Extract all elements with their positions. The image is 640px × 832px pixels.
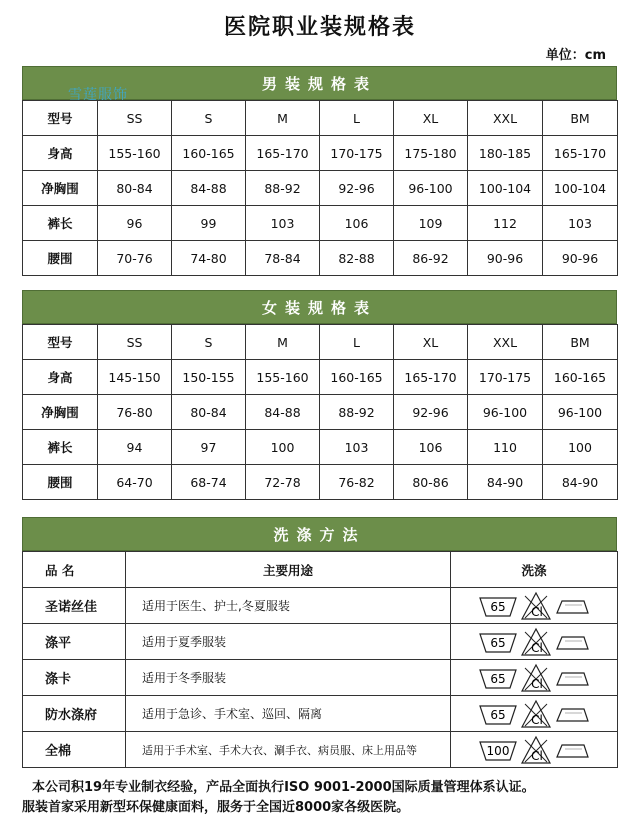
men-spec-row bbox=[23, 171, 618, 206]
chlorine-label: Cl bbox=[531, 640, 543, 655]
iron-icon bbox=[554, 595, 590, 617]
women-spec-row bbox=[23, 465, 618, 500]
men-spec-cell: 74-80 bbox=[172, 241, 246, 276]
women-spec-cell: 94 bbox=[98, 430, 172, 465]
women-spec-cell: 160-165 bbox=[543, 360, 618, 395]
women-spec-cell: 96-100 bbox=[543, 395, 618, 430]
chlorine-triangle-icon bbox=[520, 699, 552, 729]
women-spec-row bbox=[23, 325, 618, 360]
page-title: 医院职业装规格表 bbox=[223, 15, 416, 40]
wash-row bbox=[23, 732, 618, 768]
chlorine-triangle-icon bbox=[520, 627, 552, 657]
men-spec-row bbox=[23, 136, 618, 171]
women-spec-cell: 110 bbox=[468, 430, 543, 465]
wash-row-symbols bbox=[451, 588, 618, 624]
wash-tub-icon bbox=[478, 702, 518, 726]
men-spec-cell: 92-96 bbox=[320, 171, 394, 206]
iron-icon bbox=[554, 631, 590, 653]
wash-row-use: 适用于医生、护士,冬夏服装 bbox=[126, 588, 451, 624]
men-spec-table bbox=[22, 100, 618, 276]
men-spec-cell: SS bbox=[98, 101, 172, 136]
wash-row-symbols bbox=[451, 696, 618, 732]
wash-row bbox=[23, 624, 618, 660]
women-spec-table bbox=[22, 324, 618, 500]
women-spec-cell: 88-92 bbox=[320, 395, 394, 430]
wash-row-symbols bbox=[451, 660, 618, 696]
men-spec-cell: 78-84 bbox=[246, 241, 320, 276]
women-spec-cell: 84-90 bbox=[543, 465, 618, 500]
wash-header-row bbox=[23, 552, 618, 588]
wash-temp-label: 65 bbox=[490, 671, 506, 686]
women-spec-band: 女装规格表 bbox=[22, 290, 617, 324]
men-spec-cell: 82-88 bbox=[320, 241, 394, 276]
iron-icon bbox=[554, 703, 590, 725]
women-spec-cell: XL bbox=[394, 325, 468, 360]
wash-row-use: 适用于夏季服装 bbox=[126, 624, 451, 660]
women-spec-cell: L bbox=[320, 325, 394, 360]
women-spec-cell: 80-84 bbox=[172, 395, 246, 430]
men-spec-cell: 100-104 bbox=[543, 171, 618, 206]
men-spec-row-label: 腰围 bbox=[23, 241, 98, 276]
men-spec-row-label: 身高 bbox=[23, 136, 98, 171]
footer-line-1: 本公司积19年专业制衣经验，产品全面执行ISO 9001-2000国际质量管理体系认证。 bbox=[32, 780, 535, 795]
wash-row-name: 全棉 bbox=[23, 732, 126, 768]
women-spec-cell: XXL bbox=[468, 325, 543, 360]
chlorine-label: Cl bbox=[531, 748, 543, 763]
men-spec-cell: 109 bbox=[394, 206, 468, 241]
wash-row-use: 适用于冬季服装 bbox=[126, 660, 451, 696]
men-spec-cell: 88-92 bbox=[246, 171, 320, 206]
women-spec-cell: BM bbox=[543, 325, 618, 360]
wash-header-wash: 洗涤 bbox=[451, 552, 618, 588]
men-spec-cell: 96-100 bbox=[394, 171, 468, 206]
wash-header-name: 品 名 bbox=[23, 552, 126, 588]
women-spec-cell: 72-78 bbox=[246, 465, 320, 500]
women-spec-cell: 100 bbox=[543, 430, 618, 465]
wash-row bbox=[23, 696, 618, 732]
men-spec-cell: 165-170 bbox=[246, 136, 320, 171]
women-spec-cell: 92-96 bbox=[394, 395, 468, 430]
wash-row-name: 涤卡 bbox=[23, 660, 126, 696]
men-spec-cell: 112 bbox=[468, 206, 543, 241]
wash-row-name: 圣诺丝佳 bbox=[23, 588, 126, 624]
women-spec-row-label: 型号 bbox=[23, 325, 98, 360]
chlorine-label: Cl bbox=[531, 604, 543, 619]
women-spec-cell: 64-70 bbox=[98, 465, 172, 500]
women-spec-row-label: 裤长 bbox=[23, 430, 98, 465]
women-spec-cell: 106 bbox=[394, 430, 468, 465]
wash-temp-label: 100 bbox=[486, 743, 510, 758]
men-spec-band: 男装规格表 bbox=[22, 66, 617, 100]
wash-row bbox=[23, 660, 618, 696]
men-spec-cell: 160-165 bbox=[172, 136, 246, 171]
men-spec-row-label: 型号 bbox=[23, 101, 98, 136]
men-spec-cell: M bbox=[246, 101, 320, 136]
women-spec-cell: S bbox=[172, 325, 246, 360]
men-spec-row-label: 裤长 bbox=[23, 206, 98, 241]
men-spec-cell: 86-92 bbox=[394, 241, 468, 276]
men-spec-cell: L bbox=[320, 101, 394, 136]
iron-icon bbox=[554, 739, 590, 761]
men-spec-cell: 90-96 bbox=[543, 241, 618, 276]
footer-line-2: 服装首家采用新型环保健康面料，服务于全国近8000家各级医院。 bbox=[22, 800, 410, 815]
men-spec-cell: 90-96 bbox=[468, 241, 543, 276]
wash-row bbox=[23, 588, 618, 624]
women-spec-cell: 100 bbox=[246, 430, 320, 465]
women-spec-cell: 103 bbox=[320, 430, 394, 465]
wash-tub-icon bbox=[478, 630, 518, 654]
footer bbox=[22, 778, 622, 818]
watermark: 雪莲服饰 bbox=[68, 87, 128, 103]
women-spec-cell: 84-90 bbox=[468, 465, 543, 500]
wash-row-name: 防水涤府 bbox=[23, 696, 126, 732]
men-spec-cell: 99 bbox=[172, 206, 246, 241]
men-spec-cell: 175-180 bbox=[394, 136, 468, 171]
wash-header-use: 主要用途 bbox=[126, 552, 451, 588]
women-spec-row bbox=[23, 395, 618, 430]
men-spec-cell: 84-88 bbox=[172, 171, 246, 206]
men-spec-row bbox=[23, 241, 618, 276]
wash-row-symbols bbox=[451, 732, 618, 768]
men-spec-cell: 103 bbox=[246, 206, 320, 241]
wash-row-use: 适用于手术室、手术大衣、涮手衣、病员服、床上用品等 bbox=[126, 732, 451, 768]
women-spec-cell: 96-100 bbox=[468, 395, 543, 430]
wash-temp-label: 65 bbox=[490, 707, 506, 722]
women-spec-row bbox=[23, 430, 618, 465]
women-spec-cell: 84-88 bbox=[246, 395, 320, 430]
men-spec-cell: 180-185 bbox=[468, 136, 543, 171]
wash-tub-icon bbox=[478, 594, 518, 618]
women-spec-row-label: 净胸围 bbox=[23, 395, 98, 430]
women-spec-cell: M bbox=[246, 325, 320, 360]
chlorine-triangle-icon bbox=[520, 735, 552, 765]
wash-temp-label: 65 bbox=[490, 599, 506, 614]
women-spec-cell: 160-165 bbox=[320, 360, 394, 395]
wash-tub-icon bbox=[478, 738, 518, 762]
women-spec-cell: 170-175 bbox=[468, 360, 543, 395]
men-spec-cell: 103 bbox=[543, 206, 618, 241]
women-spec-cell: 80-86 bbox=[394, 465, 468, 500]
men-spec-cell: S bbox=[172, 101, 246, 136]
men-spec-cell: BM bbox=[543, 101, 618, 136]
unit-label: 单位：cm bbox=[545, 48, 606, 63]
men-spec-cell: XL bbox=[394, 101, 468, 136]
chlorine-label: Cl bbox=[531, 712, 543, 727]
chlorine-triangle-icon bbox=[520, 591, 552, 621]
men-spec-cell: 80-84 bbox=[98, 171, 172, 206]
men-spec-row bbox=[23, 101, 618, 136]
women-spec-cell: 155-160 bbox=[246, 360, 320, 395]
men-spec-cell: 155-160 bbox=[98, 136, 172, 171]
women-spec-cell: 76-82 bbox=[320, 465, 394, 500]
women-spec-row-label: 身高 bbox=[23, 360, 98, 395]
men-spec-row bbox=[23, 206, 618, 241]
wash-tub-icon bbox=[478, 666, 518, 690]
women-spec-cell: 150-155 bbox=[172, 360, 246, 395]
men-spec-cell: 100-104 bbox=[468, 171, 543, 206]
women-spec-cell: 97 bbox=[172, 430, 246, 465]
men-spec-cell: 165-170 bbox=[543, 136, 618, 171]
wash-row-use: 适用于急诊、手术室、巡回、隔离 bbox=[126, 696, 451, 732]
women-spec-cell: 145-150 bbox=[98, 360, 172, 395]
wash-row-symbols bbox=[451, 624, 618, 660]
women-spec-row bbox=[23, 360, 618, 395]
women-spec-cell: 68-74 bbox=[172, 465, 246, 500]
men-spec-cell: XXL bbox=[468, 101, 543, 136]
women-spec-cell: SS bbox=[98, 325, 172, 360]
wash-table bbox=[22, 551, 618, 768]
men-spec-cell: 70-76 bbox=[98, 241, 172, 276]
men-spec-cell: 96 bbox=[98, 206, 172, 241]
chlorine-label: Cl bbox=[531, 676, 543, 691]
men-spec-cell: 106 bbox=[320, 206, 394, 241]
women-spec-row-label: 腰围 bbox=[23, 465, 98, 500]
wash-temp-label: 65 bbox=[490, 635, 506, 650]
iron-icon bbox=[554, 667, 590, 689]
wash-row-name: 涤平 bbox=[23, 624, 126, 660]
men-spec-row-label: 净胸围 bbox=[23, 171, 98, 206]
wash-band: 洗涤方法 bbox=[22, 517, 617, 551]
women-spec-cell: 165-170 bbox=[394, 360, 468, 395]
chlorine-triangle-icon bbox=[520, 663, 552, 693]
women-spec-cell: 76-80 bbox=[98, 395, 172, 430]
men-spec-cell: 170-175 bbox=[320, 136, 394, 171]
